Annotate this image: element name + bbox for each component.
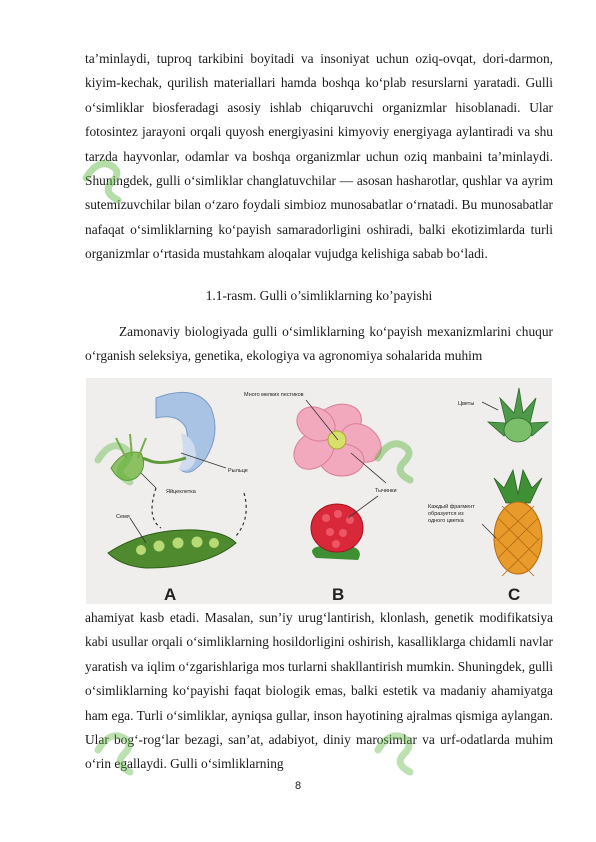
page-number: 8	[294, 780, 302, 792]
label-mnogo-pestikov: Много мелких пестиков	[244, 392, 304, 398]
label-yaytsekletka: Яйцеклетка	[166, 489, 196, 495]
label-fragment-line1: Каждый фрагмент	[428, 504, 475, 510]
label-rylce: Рыльце	[228, 468, 248, 474]
paragraph-middle: Zamonaviy biologiyada gulli o‘simliklarning ko‘payish mexanizmlarini chuqur o‘rganish seleksiya, genetika, ekologiya va agronomiya sohalarida muhim	[85, 324, 553, 364]
panel-c-illustration	[428, 388, 548, 604]
panel-a-illustration	[108, 392, 248, 604]
panel-label-a: A	[164, 585, 177, 604]
panel-b-illustration	[244, 392, 397, 604]
figure-caption: 1.1-rasm. Gulli o’simliklarning ko’payishi	[205, 288, 433, 303]
paragraph-bottom: ahamiyat kasb etadi. Masalan, sun’iy urug‘lantirish, klonlash, genetik modifikatsiya kabi usullar orqali o‘simliklarning hosildorligini oshirish, kasalliklarga chidamli navlar yaratish va iqlim o‘zgarishlariga mos turlarni shakllantirish mumkin. Shuningdek, gulli o‘simliklarning ko‘payishi faqat biologik emas, balki estetik va madaniy ahamiyatga ham ega. Turli o‘simliklar, ayniqsa gullar, inson hayotining ajralmas qismiga aylangan. Ular bog‘-rog‘lar bezagi, san’at, adabiyot, diniy marosimlar va urf-odatlarda muhim o‘rin egallaydi. Gulli o‘simliklarning	[85, 610, 553, 772]
label-fragment-line3: одного цветка	[428, 518, 464, 524]
label-fragment-line2: образуется из	[428, 511, 464, 517]
label-tsvety: Цветы	[458, 401, 475, 407]
figure-illustration	[86, 378, 552, 604]
label-tychinki: Тычинки	[375, 488, 397, 494]
panel-label-b: B	[332, 585, 345, 604]
figure-flower-reproduction	[86, 378, 552, 604]
label-semya: Семя	[116, 514, 130, 520]
panel-label-c: C	[508, 585, 521, 604]
paragraph-top: ta’minlaydi, tuproq tarkibini boyitadi va insoniyat uchun oziq-ovqat, dori-darmon, kiyim-kechak, qurilish materiallari hamda boshqa ko‘plab resurslarni yaratadi. Gulli o‘simliklar biosferadagi asosiy ishlab chiqaruvchi organizmlar hisoblanadi. Ular fotosintez jarayoni orqali quyosh energiyasini kimyoviy energiyaga aylantiradi va shu tarzda hayvonlar, odamlar va boshqa organizmlar uchun oziq manbaini ta’minlaydi. Shuningdek, gulli o‘simliklar changlatuvchilar — asosan hasharotlar, qushlar va ayrim sutemizuvchilar bilan o‘zaro foydali simbioz munosabatlar o‘rnatadi. Bu munosabatlar nafaqat o‘simliklarning ko‘payish samaradorligini oshiradi, balki ekotizimlarda turli organizmlar o‘rtasida mustahkam aloqalar vujudga kelishiga sabab bo‘ladi.	[85, 51, 553, 262]
